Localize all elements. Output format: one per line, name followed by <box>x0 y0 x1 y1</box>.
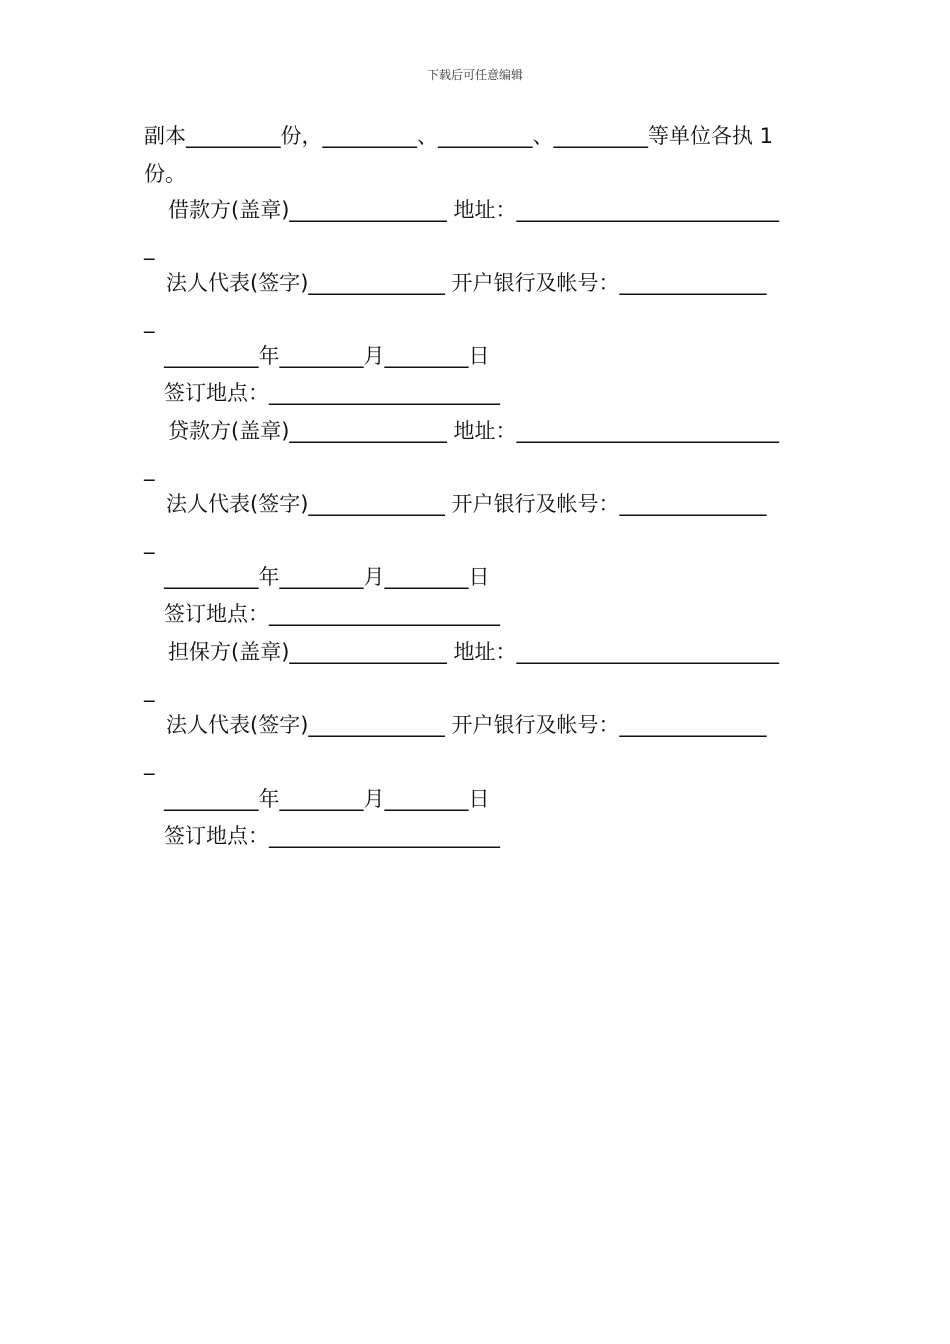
guarantor-address-wrap: _ <box>144 678 155 702</box>
borrower-date-line: _________年________月________日 <box>164 344 490 368</box>
borrower-address-wrap: _ <box>144 236 155 260</box>
guarantor-signing-place: 签订地点：______________________ <box>164 824 500 848</box>
guarantor-date-line: _________年________月________日 <box>164 787 490 811</box>
copies-line: 副本_________份，_________、_________、_________等单位各执 1 <box>144 124 774 148</box>
page-header-note: 下载后可任意编辑 <box>426 68 523 82</box>
borrower-address-line: 借款方(盖章)_______________ 地址：_________________________ <box>168 198 780 222</box>
guarantor-address-line: 担保方(盖章)_______________ 地址：_________________________ <box>168 640 780 664</box>
borrower-representative-wrap: _ <box>144 309 155 333</box>
lender-signing-place: 签订地点：______________________ <box>164 602 500 626</box>
borrower-representative-line: 法人代表(签字)_____________ 开户银行及帐号：______________ <box>166 271 767 295</box>
lender-representative-wrap: _ <box>144 530 155 554</box>
guarantor-representative-line: 法人代表(签字)_____________ 开户银行及帐号：______________ <box>166 713 767 737</box>
lender-address-wrap: _ <box>144 457 155 481</box>
borrower-signing-place: 签订地点：______________________ <box>164 381 500 405</box>
lender-date-line: _________年________月________日 <box>164 565 490 589</box>
guarantor-representative-wrap: _ <box>144 751 155 775</box>
lender-address-line: 贷款方(盖章)_______________ 地址：_________________________ <box>168 419 780 443</box>
copies-line-wrap: 份。 <box>144 162 186 186</box>
lender-representative-line: 法人代表(签字)_____________ 开户银行及帐号：______________ <box>166 492 767 516</box>
